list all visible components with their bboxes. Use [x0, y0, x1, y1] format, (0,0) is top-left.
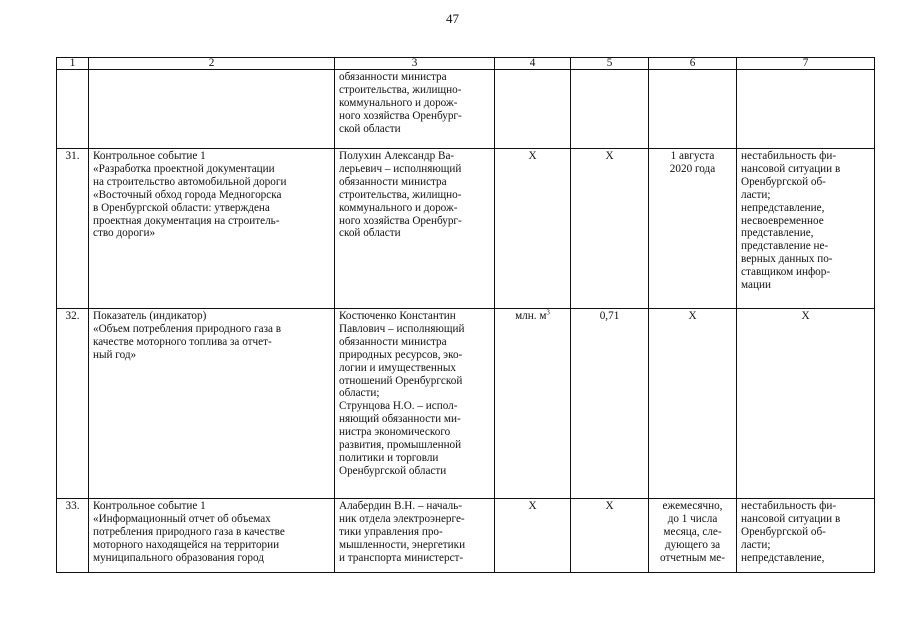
- cell-line: Контрольное событие 1: [93, 150, 206, 162]
- cell-line: дующего за: [664, 538, 721, 551]
- cell-line: и транспорта министерст-: [339, 551, 464, 564]
- row-responsible: [335, 149, 495, 309]
- row-value: Х: [571, 149, 649, 309]
- cell-line: политики и торговли: [339, 451, 439, 464]
- row-unit: [495, 70, 571, 149]
- column-header: 7: [737, 58, 875, 70]
- table-row: [57, 149, 875, 309]
- cell-line: нестабильность фи-: [741, 500, 837, 512]
- cell-line: 1 августа: [670, 150, 715, 162]
- cell-line: «Информационный отчет об объемах: [93, 512, 271, 525]
- cell-line: Показатель (индикатор): [93, 310, 207, 322]
- row-unit: [495, 149, 571, 309]
- cell-line: ской области: [339, 227, 401, 240]
- cell-line: Оренбургской области: [339, 464, 447, 477]
- table-row: [57, 309, 875, 499]
- row-number: [57, 70, 89, 149]
- cell-line: нансовой ситуации в: [741, 512, 841, 525]
- row-risks: [737, 70, 875, 149]
- cell-line: Струнцова Н.О. – испол-: [339, 400, 458, 413]
- column-header: 2: [89, 58, 335, 70]
- row-responsible: [335, 499, 495, 573]
- row-value: Х: [571, 499, 649, 573]
- unit-superscript: 3: [546, 308, 550, 317]
- cell-line: Полухин Александр Ва-: [339, 150, 455, 162]
- row-number: 31.: [57, 149, 89, 309]
- cell-line: тики управления про-: [339, 525, 443, 538]
- cell-line: нестабильность фи-: [741, 150, 837, 162]
- cell-line: логии и имущественных: [339, 361, 456, 374]
- page-number: 47: [446, 11, 459, 26]
- cell-line: обязанности министра: [339, 71, 447, 83]
- cell-line: до 1 числа: [667, 512, 718, 525]
- row-deadline: [649, 309, 737, 499]
- table-header-row: [57, 58, 875, 70]
- cell-line: качестве моторного топлива за отчет-: [93, 335, 272, 348]
- cell-line: няющий обязанности ми-: [339, 413, 461, 426]
- cell-line: в Оренбургской области: утверждена: [93, 201, 270, 214]
- cell-line: непредставление,: [741, 551, 825, 564]
- cell-line: ный год»: [93, 348, 137, 361]
- cell-line: ской области: [339, 122, 401, 135]
- cell-line: Х: [688, 310, 697, 322]
- table-row: [57, 499, 875, 573]
- cell-line: Оренбургской об-: [741, 175, 826, 188]
- cell-line: обязанности министра: [339, 335, 447, 348]
- cell-line: строительства, жилищно-: [339, 188, 462, 201]
- row-unit: [495, 309, 571, 499]
- cell-line: месяца, сле-: [663, 525, 722, 538]
- row-number: 33.: [57, 499, 89, 573]
- row-responsible: [335, 309, 495, 499]
- unit-text: Х: [528, 500, 537, 512]
- cell-line: ство дороги»: [93, 227, 156, 240]
- cell-line: «Разработка проектной документации: [93, 162, 275, 175]
- cell-line: области;: [339, 387, 380, 400]
- cell-line: Контрольное событие 1: [93, 500, 206, 512]
- cell-line: «Восточный обход города Медногорска: [93, 188, 282, 201]
- cell-line: мации: [741, 279, 771, 292]
- cell-line: представление,: [741, 227, 814, 240]
- cell-line: коммунального и дорож-: [339, 96, 458, 109]
- cell-line: Павлович – исполняющий: [339, 322, 465, 335]
- row-risks: [737, 309, 875, 499]
- row-responsible: [335, 70, 495, 149]
- cell-line: несвоевременное: [741, 214, 824, 227]
- table-row: [57, 70, 875, 149]
- cell-line: ного хозяйства Оренбург-: [339, 214, 462, 227]
- cell-line: представление не-: [741, 240, 829, 253]
- row-deadline: [649, 499, 737, 573]
- cell-line: развития, промышленной: [339, 439, 462, 452]
- row-description: [89, 309, 335, 499]
- cell-line: строительства, жилищно-: [339, 83, 462, 96]
- row-value: 0,71: [571, 309, 649, 499]
- column-header: 6: [649, 58, 737, 70]
- cell-line: ласти;: [741, 188, 771, 201]
- cell-line: коммунального и дорож-: [339, 201, 458, 214]
- row-deadline: [649, 70, 737, 149]
- cell-line: природных ресурсов, эко-: [339, 348, 463, 361]
- cell-line: ник отдела электроэнерге-: [339, 512, 465, 525]
- document-table: [56, 57, 875, 573]
- row-deadline: [649, 149, 737, 309]
- cell-line: на строительство автомобильной дороги: [93, 175, 287, 188]
- cell-line: отношений Оренбургской: [339, 374, 463, 387]
- cell-line: отчетным ме-: [660, 551, 725, 564]
- cell-line: непредставление,: [741, 201, 825, 214]
- cell-line: нистра экономического: [339, 426, 451, 439]
- cell-line: Костюченко Константин: [339, 310, 456, 322]
- cell-line: ежемесячно,: [662, 500, 723, 512]
- row-unit: [495, 499, 571, 573]
- cell-line: муниципального образования город: [93, 551, 264, 564]
- cell-line: нансовой ситуации в: [741, 162, 841, 175]
- row-value: [571, 70, 649, 149]
- unit-text: Х: [528, 150, 537, 162]
- cell-line: лерьевич – исполняющий: [339, 162, 462, 175]
- unit-text: млн. м: [515, 310, 547, 322]
- row-description: [89, 149, 335, 309]
- column-header: 1: [57, 58, 89, 70]
- cell-line: мышленности, энергетики: [339, 538, 466, 551]
- column-header: 4: [495, 58, 571, 70]
- row-description: [89, 70, 335, 149]
- cell-line: моторного находящейся на территории: [93, 538, 280, 551]
- column-header: 3: [335, 58, 495, 70]
- cell-line: «Объем потребления природного газа в: [93, 322, 282, 335]
- cell-line: 2020 года: [669, 162, 716, 175]
- cell-line: ласти;: [741, 538, 771, 551]
- row-number: 32.: [57, 309, 89, 499]
- row-risks: [737, 149, 875, 309]
- row-risks: [737, 499, 875, 573]
- cell-line: ставщиком инфор-: [741, 266, 831, 279]
- column-header: 5: [571, 58, 649, 70]
- cell-line: Х: [801, 310, 810, 322]
- cell-line: обязанности министра: [339, 175, 447, 188]
- cell-line: потребления природного газа в качестве: [93, 525, 285, 538]
- cell-line: проектная документация на строитель-: [93, 214, 280, 227]
- cell-line: Оренбургской об-: [741, 525, 826, 538]
- row-description: [89, 499, 335, 573]
- cell-line: Алабердин В.Н. – началь-: [339, 500, 462, 512]
- cell-line: верных данных по-: [741, 253, 833, 266]
- cell-line: ного хозяйства Оренбург-: [339, 109, 462, 122]
